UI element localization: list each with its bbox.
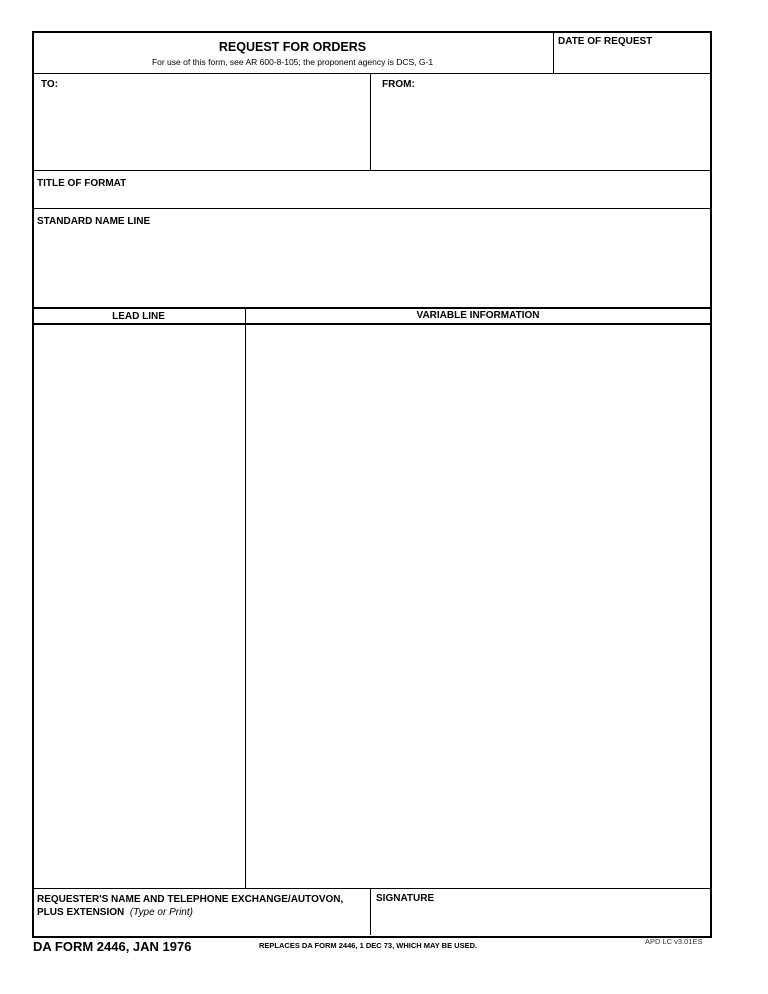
- from-label: FROM:: [382, 79, 415, 90]
- requester-label-note: (Type or Print): [129, 907, 193, 918]
- form-title: REQUEST FOR ORDERS: [218, 40, 367, 54]
- divider: [32, 170, 710, 171]
- standard-name-line-field[interactable]: [34, 230, 707, 306]
- divider: [32, 323, 710, 325]
- requester-label: [37, 893, 343, 919]
- standard-name-line-label: STANDARD NAME LINE: [37, 216, 151, 227]
- form-subtitle: For use of this form, see AR 600-8-105; the proponent agency is DCS, G-1: [151, 57, 434, 67]
- form-version: APD LC v3.01ES: [645, 937, 703, 946]
- lead-line-header: LEAD LINE: [112, 311, 165, 322]
- date-of-request-field[interactable]: [555, 50, 707, 72]
- variable-information-field[interactable]: [247, 326, 707, 887]
- replaces-note: REPLACES DA FORM 2446, 1 DEC 73, WHICH MAY BE USED.: [259, 941, 478, 950]
- divider: [32, 208, 710, 209]
- divider: [32, 307, 710, 309]
- divider: [245, 308, 246, 888]
- divider: [370, 888, 371, 935]
- date-of-request-label: DATE OF REQUEST: [558, 36, 653, 47]
- form-number: DA FORM 2446, JAN 1976: [33, 939, 192, 954]
- from-field[interactable]: [372, 92, 707, 168]
- title-of-format-label: TITLE OF FORMAT: [37, 178, 127, 189]
- requester-label-line1: REQUESTER'S NAME AND TELEPHONE EXCHANGE/AUTOVON,: [37, 894, 344, 905]
- to-field[interactable]: [34, 92, 368, 168]
- divider: [32, 73, 710, 74]
- divider: [370, 73, 371, 170]
- lead-line-field[interactable]: [34, 326, 244, 887]
- signature-field[interactable]: [372, 906, 707, 934]
- divider: [32, 888, 710, 889]
- variable-information-header: VARIABLE INFORMATION: [416, 310, 540, 321]
- signature-label: SIGNATURE: [376, 893, 435, 904]
- divider: [553, 31, 554, 73]
- to-label: TO:: [41, 79, 59, 90]
- requester-field[interactable]: [34, 918, 368, 934]
- requester-label-line2: PLUS EXTENSION: [37, 907, 125, 918]
- title-of-format-field[interactable]: [34, 190, 707, 207]
